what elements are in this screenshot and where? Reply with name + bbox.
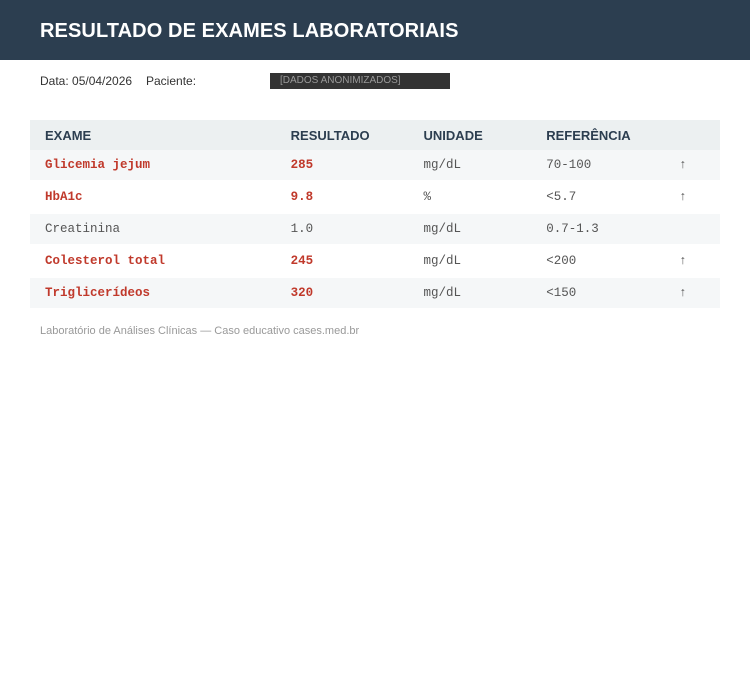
- column-header-result: RESULTADO: [291, 120, 424, 150]
- high-flag-icon: ↑: [679, 245, 720, 277]
- report-header: [0, 0, 750, 60]
- patient-label: Paciente:: [146, 74, 197, 88]
- unit-value: mg/dL: [424, 150, 547, 181]
- table-header-row: [30, 120, 720, 150]
- reference-range: 0.7-1.3: [546, 213, 679, 245]
- unit-value: %: [424, 181, 547, 213]
- high-flag-icon: ↑: [679, 181, 720, 213]
- unit-value: mg/dL: [424, 213, 547, 245]
- result-value: 320: [291, 277, 424, 309]
- column-header-flag: [679, 120, 720, 150]
- report-title: RESULTADO DE EXAMES LABORATORIAIS: [40, 20, 459, 42]
- results-table: [30, 120, 720, 310]
- column-header-unit: UNIDADE: [424, 120, 547, 150]
- table-row: [30, 277, 720, 309]
- report-footer: Laboratório de Análises Clínicas — Caso educativo cases.med.br: [40, 325, 360, 337]
- table-row: [30, 213, 720, 245]
- result-value: 285: [291, 150, 424, 181]
- column-header-reference: REFERÊNCIA: [546, 120, 679, 150]
- unit-value: mg/dL: [424, 245, 547, 277]
- result-value: 1.0: [291, 213, 424, 245]
- exam-name: Creatinina: [30, 213, 291, 245]
- table-row: [30, 245, 720, 277]
- patient-redacted-field: [DADOS ANONIMIZADOS]: [270, 73, 450, 89]
- column-header-exam: EXAME: [30, 120, 291, 150]
- table-row: [30, 150, 720, 181]
- report-date: Data: 05/04/2026: [40, 74, 133, 88]
- reference-range: <5.7: [546, 181, 679, 213]
- high-flag-icon: ↑: [679, 150, 720, 181]
- result-value: 9.8: [291, 181, 424, 213]
- high-flag-icon: [679, 213, 720, 245]
- exam-name: Triglicerídeos: [30, 277, 291, 309]
- reference-range: <150: [546, 277, 679, 309]
- exam-name: HbA1c: [30, 181, 291, 213]
- unit-value: mg/dL: [424, 277, 547, 309]
- table-row: [30, 181, 720, 213]
- exam-name: Glicemia jejum: [30, 150, 291, 181]
- high-flag-icon: ↑: [679, 277, 720, 309]
- reference-range: <200: [546, 245, 679, 277]
- exam-name: Colesterol total: [30, 245, 291, 277]
- reference-range: 70-100: [546, 150, 679, 181]
- result-value: 245: [291, 245, 424, 277]
